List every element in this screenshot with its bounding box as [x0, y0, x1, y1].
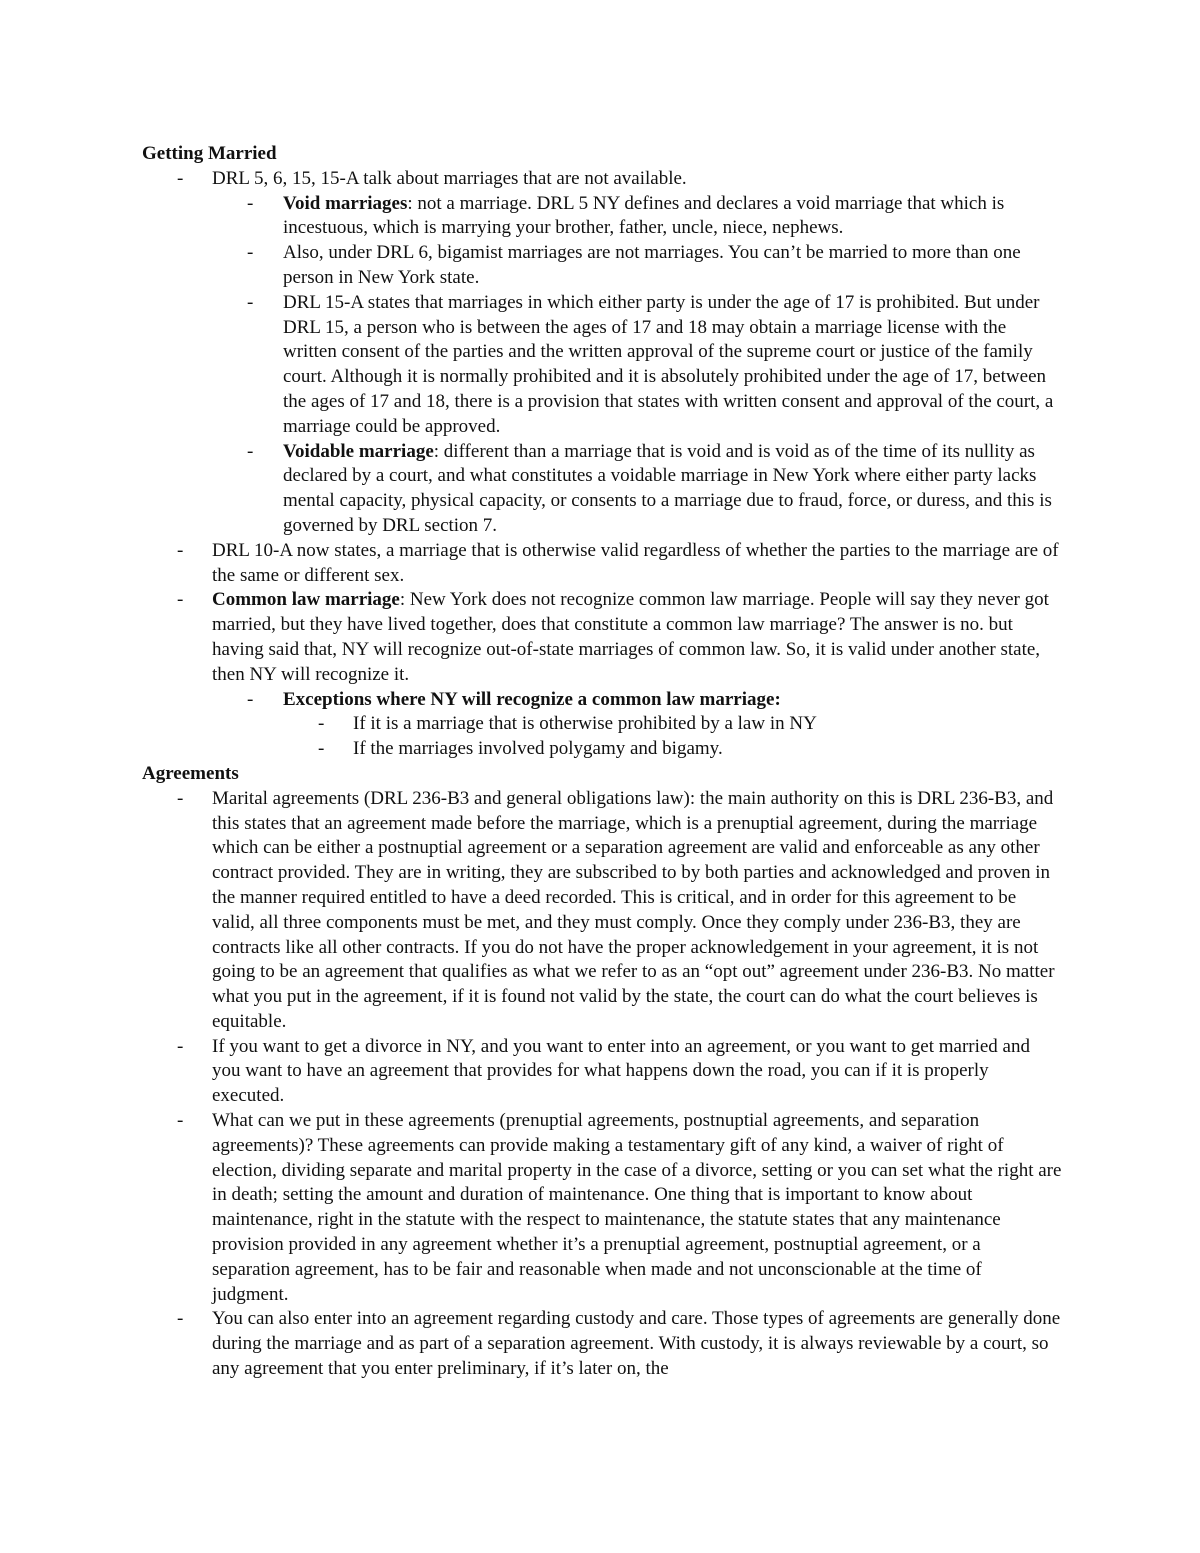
bullet-dash: -: [177, 1308, 184, 1330]
list-item: [142, 167, 1062, 539]
list-item: [142, 1109, 1062, 1307]
list-item: [142, 539, 1062, 589]
document-body: [142, 142, 1062, 1382]
list-item-text: If you want to get a divorce in NY, and you want to enter into an agreement, or you want to get married and you want to have an agreement that provides for what happens down the road, you can if it is properly executed.: [212, 1035, 1030, 1107]
list-item: [283, 737, 1062, 762]
term-label: Common law marriage: [212, 589, 400, 611]
bullet-dash: -: [177, 1110, 184, 1132]
bullet-dash: -: [177, 787, 184, 809]
list-item: [212, 688, 1062, 762]
sub-sub-bullet-list: [283, 712, 1062, 762]
list-item: [212, 192, 1062, 242]
bullet-dash: -: [177, 1035, 184, 1057]
bullet-list: [142, 787, 1062, 1382]
term-label: Exceptions where NY will recognize a common law marriage:: [283, 688, 781, 710]
list-item-text: If the marriages involved polygamy and bigamy.: [353, 738, 723, 760]
list-item: [212, 440, 1062, 539]
list-item: [212, 291, 1062, 440]
bullet-dash: -: [177, 539, 184, 561]
list-item-text: DRL 10-A now states, a marriage that is otherwise valid regardless of whether the parties to the marriage are of the same or different sex.: [212, 539, 1059, 586]
list-item: [142, 1307, 1062, 1381]
bullet-dash: -: [318, 713, 325, 735]
list-item: [142, 1035, 1062, 1109]
bullet-list: [142, 167, 1062, 762]
bullet-dash: -: [318, 738, 325, 760]
bullet-dash: -: [177, 167, 184, 189]
list-item: [212, 241, 1062, 291]
list-item-text: Also, under DRL 6, bigamist marriages are not marriages. You can’t be married to more than one person in New York state.: [283, 242, 1021, 288]
list-item-text: Marital agreements (DRL 236-B3 and general obligations law): the main authority on this is DRL 236-B3, and this states that an agreement made before the marriage, which is a prenuptial agreement, during the marriage which can be either a postnuptial agreement or a separation agreement are valid and enforceable as any other contract provided. They are in writing, they are subscribed to by both parties and acknowledged and proven in the manner required entitled to have a deed recorded. This is critical, and in order for this agreement to be valid, all three components must be met, and they must comply. Once they comply under 236-B3, they are contracts like all other contracts. If you do not have the proper acknowledgement in your agreement, it is not going to be an agreement that qualifies as what we refer to as an “opt out” agreement under 236-B3. No matter what you put in the agreement, if it is found not valid by the state, the court can do what the court believes is equitable.: [212, 787, 1055, 1032]
sub-bullet-list: [212, 688, 1062, 762]
list-item: [283, 712, 1062, 737]
sub-bullet-list: [212, 192, 1062, 539]
list-item: [142, 588, 1062, 762]
term-label: Void marriages: [283, 192, 408, 214]
bullet-dash: -: [247, 291, 254, 313]
list-item-text: What can we put in these agreements (prenuptial agreements, postnuptial agreements, and separation agreements)? These agreements can provide making a testamentary gift of any kind, a waiver of right of election, dividing separate and marital property in the case of a divorce, setting or you can set what the right are in death; setting the amount and duration of maintenance. One thing that is important to know about maintenance, right in the statute with the respect to maintenance, the statute states that any maintenance provision provided in any agreement whether it’s a prenuptial agreement, postnuptial agreement, or a separation agreement, has to be fair and reasonable when made and not unconscionable at the time of judgment.: [212, 1110, 1062, 1305]
list-item-text: DRL 5, 6, 15, 15-A talk about marriages that are not available.: [212, 167, 687, 189]
term-label: Voidable marriage: [283, 440, 434, 462]
list-item: [142, 787, 1062, 1035]
list-item-text: : not a marriage. DRL 5 NY defines and declares a void marriage that which is incestuous, which is marrying your brother, father, uncle, niece, nephews.: [283, 192, 1005, 239]
list-item-text: : New York does not recognize common law marriage. People will say they never got married, but they have lived together, does that constitute a common law marriage? The answer is no. but having said that, NY will recognize out-of-state marriages of common law. So, it is valid under another state, then NY will recognize it.: [212, 589, 1049, 685]
bullet-dash: -: [247, 440, 254, 462]
bullet-dash: -: [177, 589, 184, 611]
bullet-dash: -: [247, 192, 254, 214]
list-item-text: : different than a marriage that is void and is void as of the time of its nullity as declared by a court, and what constitutes a voidable marriage in New York where either party lacks mental capacity, physical capacity, or consents to a marriage due to fraud, force, or duress, and this is governed by DRL section 7.: [283, 440, 1052, 536]
section-heading: Getting Married: [142, 143, 277, 164]
bullet-dash: -: [247, 242, 254, 264]
list-item-text: If it is a marriage that is otherwise prohibited by a law in NY: [353, 713, 817, 735]
bullet-dash: -: [247, 688, 254, 710]
section-heading: Agreements: [142, 762, 239, 784]
list-item-text: DRL 15-A states that marriages in which either party is under the age of 17 is prohibited. But under DRL 15, a person who is between the ages of 17 and 18 may obtain a marriage license with the written consent of the parties and the written approval of the supreme court or justice of the family court. Although it is normally prohibited and it is absolutely prohibited under the age of 17, between the ages of 17 and 18, there is a provision that states with written consent and approval of the court, a marriage could be approved.: [283, 291, 1054, 437]
list-item-text: You can also enter into an agreement regarding custody and care. Those types of agreements are generally done during the marriage and as part of a separation agreement. With custody, it is always reviewable by a court, so any agreement that you enter preliminary, if it’s later on, the: [212, 1308, 1061, 1380]
